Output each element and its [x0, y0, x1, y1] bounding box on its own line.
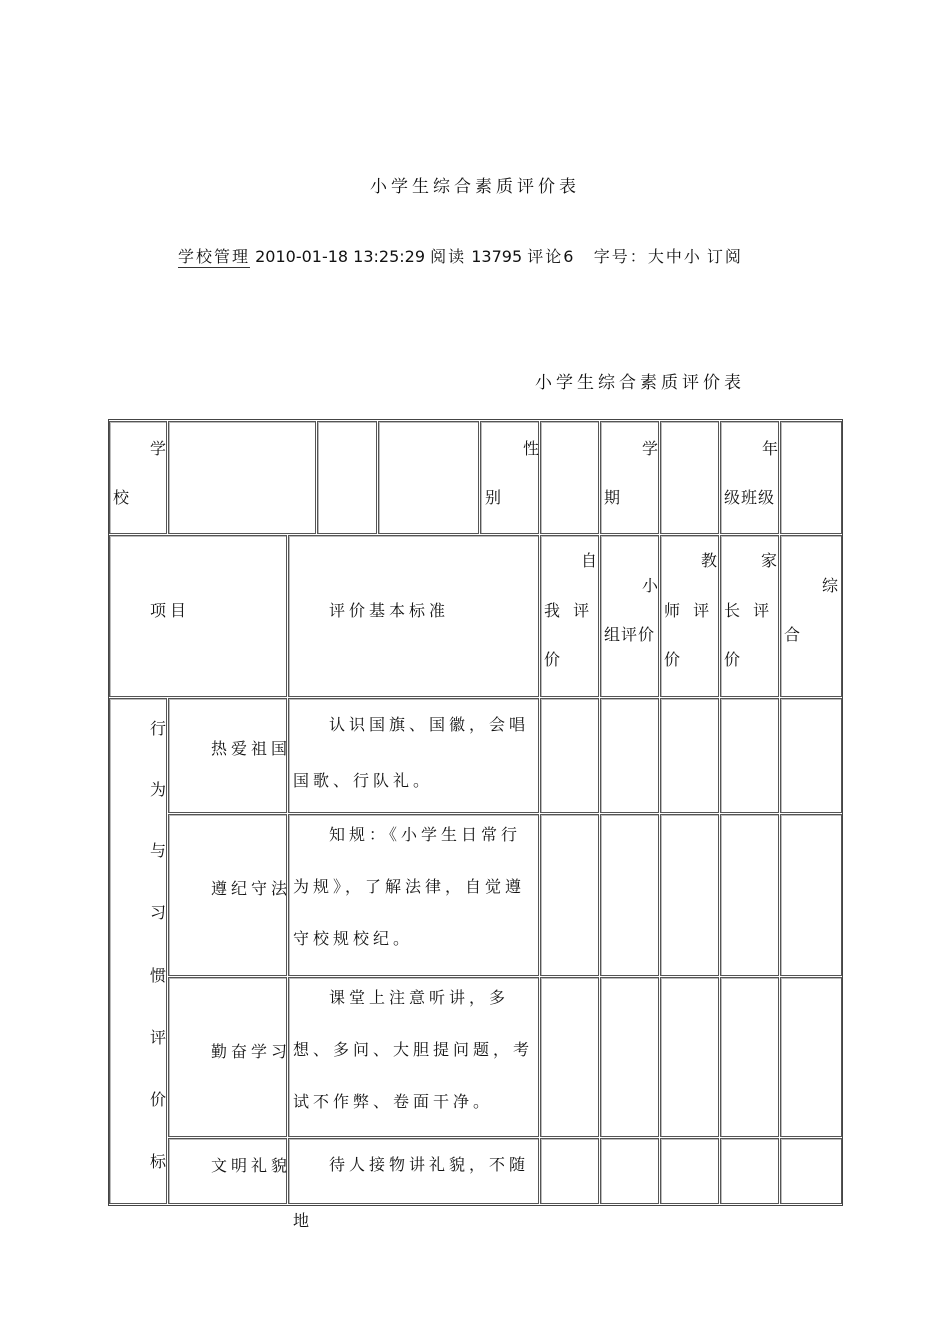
gender-label-top: 性	[523, 439, 544, 458]
comments-count[interactable]: 6	[563, 247, 574, 266]
header-teacher-2: 师 评	[664, 601, 714, 620]
header-self-2: 我 评	[544, 601, 594, 620]
category-char: 评	[150, 1028, 171, 1047]
header-parent-1: 家	[761, 551, 782, 570]
category-char: 为	[150, 780, 171, 799]
score-cell[interactable]	[780, 977, 842, 1137]
header-group-cell	[600, 535, 663, 697]
term-label-top: 学	[642, 439, 663, 458]
blank-cell-1	[317, 421, 377, 534]
header-teacher-1: 教	[701, 551, 722, 570]
header-parent-3: 价	[724, 650, 745, 669]
category-cell	[109, 698, 171, 1204]
table-row-item-cell	[168, 977, 292, 1137]
category-char: 与	[150, 841, 171, 860]
score-cell[interactable]	[720, 698, 779, 813]
table-row-standard-cell	[288, 814, 539, 976]
school-label-cell	[109, 421, 171, 534]
header-group-2: 组评价	[604, 625, 656, 644]
category-char: 惯	[150, 966, 171, 985]
score-cell[interactable]	[720, 814, 779, 976]
category-link[interactable]: 学校管理	[178, 247, 251, 266]
header-standard: 评价基本标准	[329, 601, 450, 620]
term-label-cell	[600, 421, 663, 534]
blank-cell-2	[378, 421, 479, 534]
header-item: 项目	[150, 601, 191, 620]
score-cell[interactable]	[660, 1138, 719, 1204]
score-cell[interactable]	[600, 1138, 659, 1204]
font-size-label: 字号：	[593, 247, 648, 266]
header-overall-1: 综	[822, 576, 843, 595]
score-cell[interactable]	[540, 1138, 599, 1204]
header-overall-2: 合	[784, 625, 805, 644]
header-item-cell	[109, 535, 287, 697]
score-cell[interactable]	[600, 977, 659, 1137]
grade-label-top: 年	[762, 439, 783, 458]
gender-value-cell	[540, 421, 599, 534]
score-cell[interactable]	[540, 698, 599, 813]
table-row-standard-cell	[288, 698, 539, 813]
score-cell[interactable]	[660, 698, 719, 813]
table-row-standard-cell	[288, 1138, 539, 1230]
category-char: 标	[150, 1152, 171, 1171]
header-self-3: 价	[544, 650, 565, 669]
row-item-label: 热爱祖国	[211, 739, 292, 758]
score-cell[interactable]	[780, 1138, 842, 1204]
header-parent-cell	[720, 535, 782, 697]
row-item-label: 文明礼貌	[211, 1156, 292, 1175]
header-overall-cell	[780, 535, 842, 697]
score-cell[interactable]	[660, 814, 719, 976]
score-cell[interactable]	[660, 977, 719, 1137]
font-size-options[interactable]: 大中小	[647, 247, 702, 266]
score-cell[interactable]	[720, 977, 779, 1137]
score-cell[interactable]	[780, 814, 842, 976]
school-value-cell	[168, 421, 316, 534]
header-standard-cell	[288, 535, 539, 697]
row-item-label: 遵纪守法	[211, 879, 292, 898]
score-cell[interactable]	[720, 1138, 779, 1204]
category-char: 习	[150, 903, 171, 922]
score-cell[interactable]	[540, 977, 599, 1137]
header-group-1: 小	[642, 576, 663, 595]
post-datetime: 2010-01-18 13:25:29	[255, 247, 426, 266]
score-cell[interactable]	[600, 814, 659, 976]
row-standard-text: 待人接物讲礼貌，不随地	[293, 1155, 530, 1230]
row-standard-text: 课堂上注意听讲，多想、多问、大胆提问题，考试不作弊、卷面干净。	[293, 988, 534, 1111]
subscribe-link[interactable]: 订阅	[706, 247, 743, 266]
term-label-bottom: 期	[604, 488, 625, 507]
table-title: 小学生综合素质评价表	[535, 373, 745, 393]
school-label-bottom: 校	[113, 488, 134, 507]
header-self-cell	[540, 535, 602, 697]
table-row-item-cell	[168, 1138, 292, 1204]
gender-label-bottom: 别	[485, 488, 506, 507]
table-row-item-cell	[168, 814, 292, 976]
score-cell[interactable]	[780, 698, 842, 813]
category-char: 价	[150, 1090, 171, 1109]
header-parent-2: 长 评	[724, 601, 774, 620]
school-label-top: 学	[150, 439, 171, 458]
row-standard-text: 知规：《小学生日常行为规》，了解法律，自觉遵守校规校纪。	[293, 825, 526, 948]
document-title: 小学生综合素质评价表	[370, 177, 580, 197]
table-row-item-cell	[168, 698, 292, 813]
row-item-label: 勤奋学习	[211, 1042, 292, 1061]
grade-value-cell	[780, 421, 842, 534]
header-teacher-3: 价	[664, 650, 685, 669]
table-row-standard-cell	[288, 977, 539, 1137]
header-self-1: 自	[581, 551, 602, 570]
reads-count: 13795	[471, 247, 523, 266]
comments-label[interactable]: 评论	[527, 247, 564, 266]
row-standard-text: 认识国旗、国徽，会唱国歌、行队礼。	[293, 715, 530, 790]
score-cell[interactable]	[540, 814, 599, 976]
article-meta	[178, 244, 743, 267]
reads-label: 阅读	[430, 247, 467, 266]
gender-label-cell	[480, 421, 544, 534]
term-value-cell	[660, 421, 719, 534]
category-char: 行	[150, 719, 171, 738]
score-cell[interactable]	[600, 698, 659, 813]
header-teacher-cell	[660, 535, 722, 697]
grade-label-cell	[720, 421, 783, 534]
grade-label-bottom: 级班级	[724, 488, 776, 507]
